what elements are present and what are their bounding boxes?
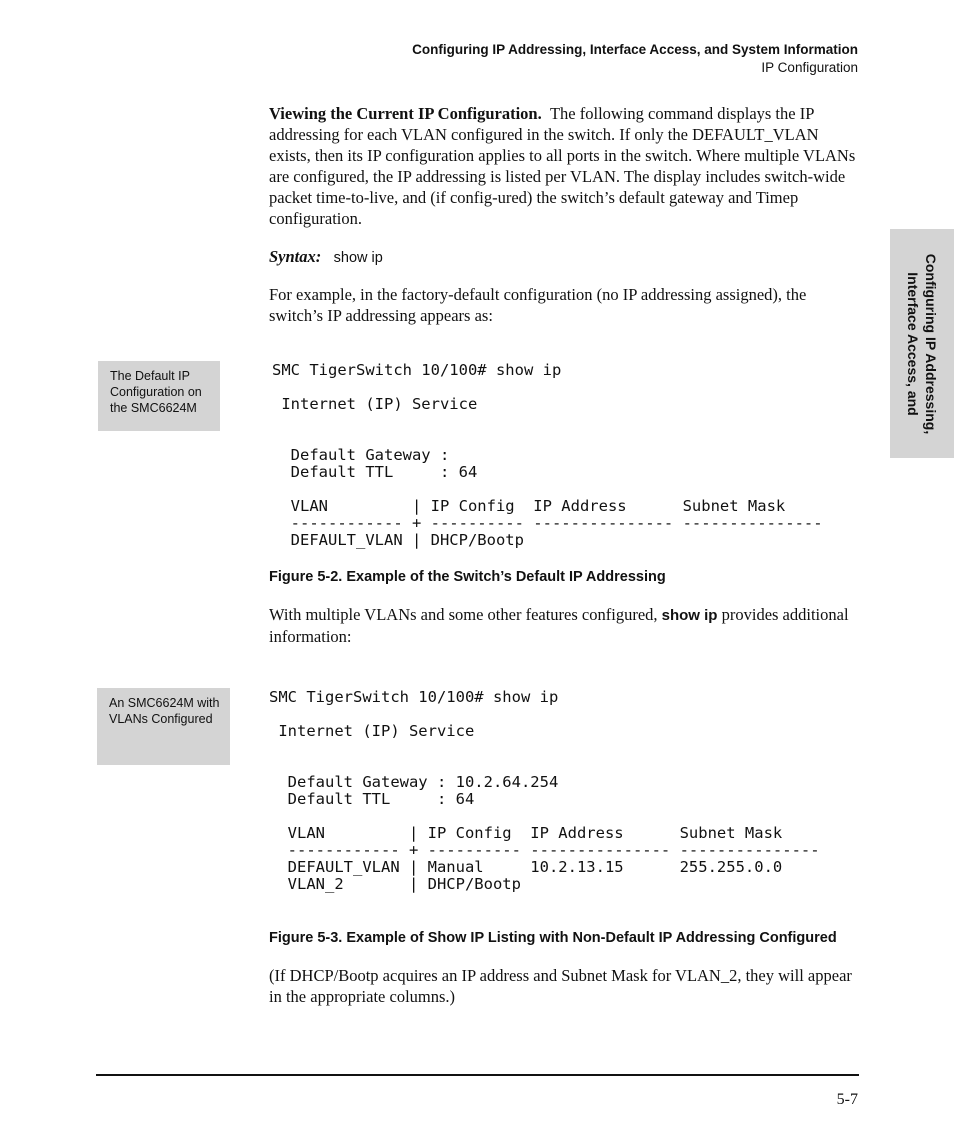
syntax-line (269, 246, 859, 269)
figure-caption-5-3: Figure 5-3. Example of Show IP Listing with Non-Default IP Addressing Configured (269, 930, 837, 946)
multi-vlan-intro: With multiple VLANs and some other features configured, show ip provides additional information: (269, 605, 849, 646)
margin-note-vlans: An SMC6624M with VLANs Configured (97, 688, 230, 765)
syntax-label: Syntax: (269, 247, 322, 266)
chapter-side-tab (890, 229, 954, 458)
page-number: 5-7 (836, 1091, 858, 1108)
terminal-output-vlans: SMC TigerSwitch 10/100# show ip Internet (IP) Service Default Gateway : 10.2.64.254 Default TTL : 64 VLAN | IP Config IP Address Subnet Mask ------------ + ---------- --------------- --------------- DEFAULT_VLAN | Manual 10.2.13.15 255.255.0.0 VLAN_2 | DHCP/Bootp (269, 688, 820, 893)
side-tab-label: Configuring IP Addressing, Interface Access, and (905, 253, 939, 435)
example-intro: For example, in the factory-default configuration (no IP addressing assigned), the switch’s IP addressing appears as: (269, 285, 807, 325)
syntax-command: show ip (333, 250, 383, 266)
running-header-section: IP Configuration (761, 60, 858, 75)
margin-note-default: The Default IP Configuration on the SMC6624M (98, 361, 220, 431)
figure-caption-5-2: Figure 5-2. Example of the Switch’s Default IP Addressing (269, 569, 666, 585)
viewing-section (269, 103, 859, 229)
footer-rule (96, 1074, 859, 1076)
section-heading: Viewing the Current IP Configuration. (269, 104, 542, 123)
terminal-output-default: SMC TigerSwitch 10/100# show ip Internet (IP) Service Default Gateway : Default TTL : 64 VLAN | IP Config IP Address Subnet Mask ------------ + ---------- --------------- --------------- DEFAULT_VLAN | DHCP/Bootp (272, 361, 823, 549)
running-header-title: Configuring IP Addressing, Interface Access, and System Information (412, 42, 858, 57)
section-paragraph: The following command displays the IP addressing for each VLAN configured in the switch. If only the DEFAULT_VLAN exists, then its IP configuration applies to all ports in the switch. Where multiple VLANs are configured, the IP addressing is listed per VLAN. The display includes switch-wide packet time-to-live, and (if config-ured) the switch’s default gateway and Timep configuration. (269, 104, 856, 228)
inline-command: show ip (661, 607, 718, 624)
closing-note: (If DHCP/Bootp acquires an IP address and Subnet Mask for VLAN_2, they will appear in the appropriate columns.) (269, 966, 852, 1006)
